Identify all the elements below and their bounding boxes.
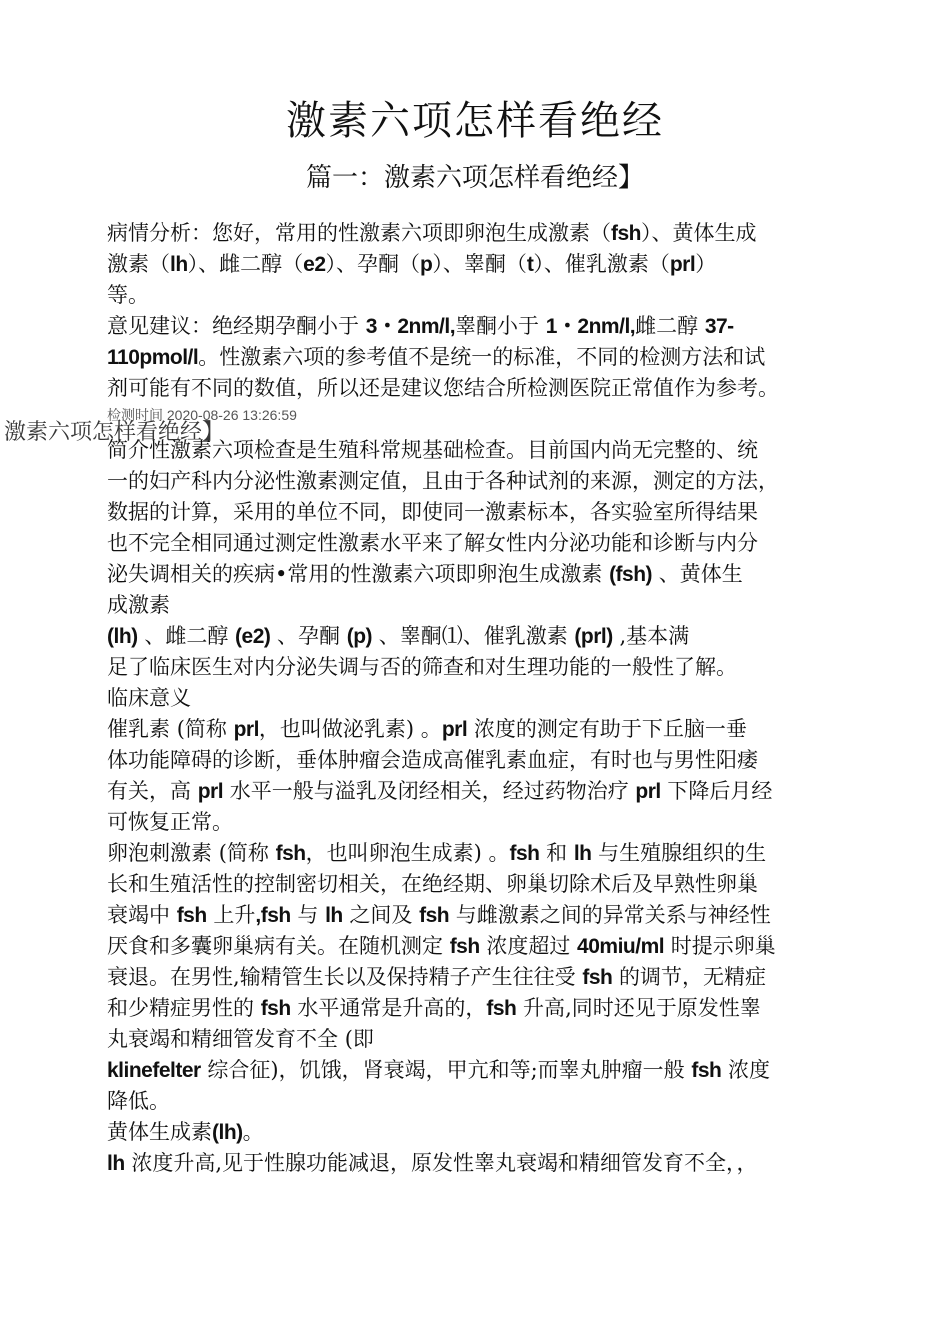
text-line: 有关，高 prl 水平一般与溢乳及闭经相关，经过药物治疗 prl 下降后月经 (107, 779, 773, 803)
text-line: lh 浓度升高,见于性腺功能减退，原发性睾丸衰竭和精细管发育不全，， (107, 1151, 758, 1175)
text-line: 衰竭中 fsh 上升,fsh 与 lh 之间及 fsh 与雌激素之间的异常关系与神经性 (107, 903, 771, 927)
text-line: 成激素 (107, 593, 170, 617)
document-subtitle: 篇一：激素六项怎样看绝经】 (305, 163, 644, 193)
text-line: 数据的计算，采用的单位不同，即使同一激素标本，各实验室所得结果 (107, 500, 758, 524)
document-body (107, 218, 847, 1179)
text-line: 厌食和多囊卵巢病有关。在随机测定 fsh 浓度超过 40miu/ml 时提示卵巢 (107, 934, 776, 958)
text-line: 等。 (107, 283, 149, 307)
document-title: 激素六项怎样看绝经 (286, 98, 664, 144)
text-line: (lh) 、雌二醇 (e2) 、孕酮 (p) 、睾酮⑴、催乳激素 (prl) ,基本满 (107, 624, 690, 648)
text-line: 足了临床医生对内分泌失调与否的筛查和对生理功能的一般性了解。 (107, 655, 737, 679)
text-line: 衰退。在男性,输精管生长以及保持精子产生往往受 fsh 的调节，无精症 (107, 965, 767, 989)
text-line: klinefelter 综合征)，饥饿，肾衰竭，甲亢和等;而睾丸肿瘤一般 fsh 浓度 (107, 1058, 771, 1082)
text-line: 110pmol/l。性激素六项的参考值不是统一的标准，不同的检测方法和试 (107, 345, 766, 369)
text-line: 简介性激素六项检查是生殖科常规基础检查。目前国内尚无完整的、统 (107, 438, 758, 462)
text-line: 激素（lh）、雌二醇（e2）、孕酮（p）、睾酮（t）、催乳激素（prl） (107, 252, 717, 276)
text-line: 丸衰竭和精细管发育不全 (即 (107, 1027, 374, 1051)
text-line: 剂可能有不同的数值，所以还是建议您结合所检测医院正常值作为参考。 (107, 376, 779, 400)
text-line: 意见建议：绝经期孕酮小于 3・2nm/l,睾酮小于 1・2nm/l,雌二醇 37- (107, 314, 734, 338)
overlapping-side-title: 激素六项怎样看绝经】 (4, 420, 225, 445)
text-line: 一的妇产科内分泌性激素测定值，且由于各种试剂的来源，测定的方法， (107, 469, 779, 493)
section-heading: 临床意义 (107, 686, 191, 710)
text-line: 也不完全相同通过测定性激素水平来了解女性内分泌功能和诊断与内分 (107, 531, 758, 555)
text-line: 体功能障碍的诊断，垂体肿瘤会造成高催乳素血症，有时也与男性阳痿 (107, 748, 758, 772)
text-line: 卵泡刺激素 (简称 fsh，也叫卵泡生成素) 。fsh 和 lh 与生殖腺组织的生 (107, 841, 767, 865)
text-line: 降低。 (107, 1089, 170, 1113)
section-heading: 黄体生成素(lh)。 (107, 1120, 264, 1144)
text-line: 可恢复正常。 (107, 810, 233, 834)
text-line: 催乳素 (简称 prl，也叫做泌乳素) 。prl 浓度的测定有助于下丘脑一垂 (107, 717, 747, 741)
text-line: 和少精症男性的 fsh 水平通常是升高的，fsh 升高,同时还见于原发性睾 (107, 996, 761, 1020)
overlapping-timestamp: 检测时间 2020-08-26 13:26:59 (107, 407, 297, 423)
text-line: 长和生殖活性的控制密切相关，在绝经期、卵巢切除术后及早熟性卵巢 (107, 872, 758, 896)
text-line: 泌失调相关的疾病•常用的性激素六项即卵泡生成激素 (fsh) 、黄体生 (107, 562, 743, 586)
text-line: 病情分析：您好，常用的性激素六项即卵泡生成激素（fsh）、黄体生成 (107, 221, 757, 245)
